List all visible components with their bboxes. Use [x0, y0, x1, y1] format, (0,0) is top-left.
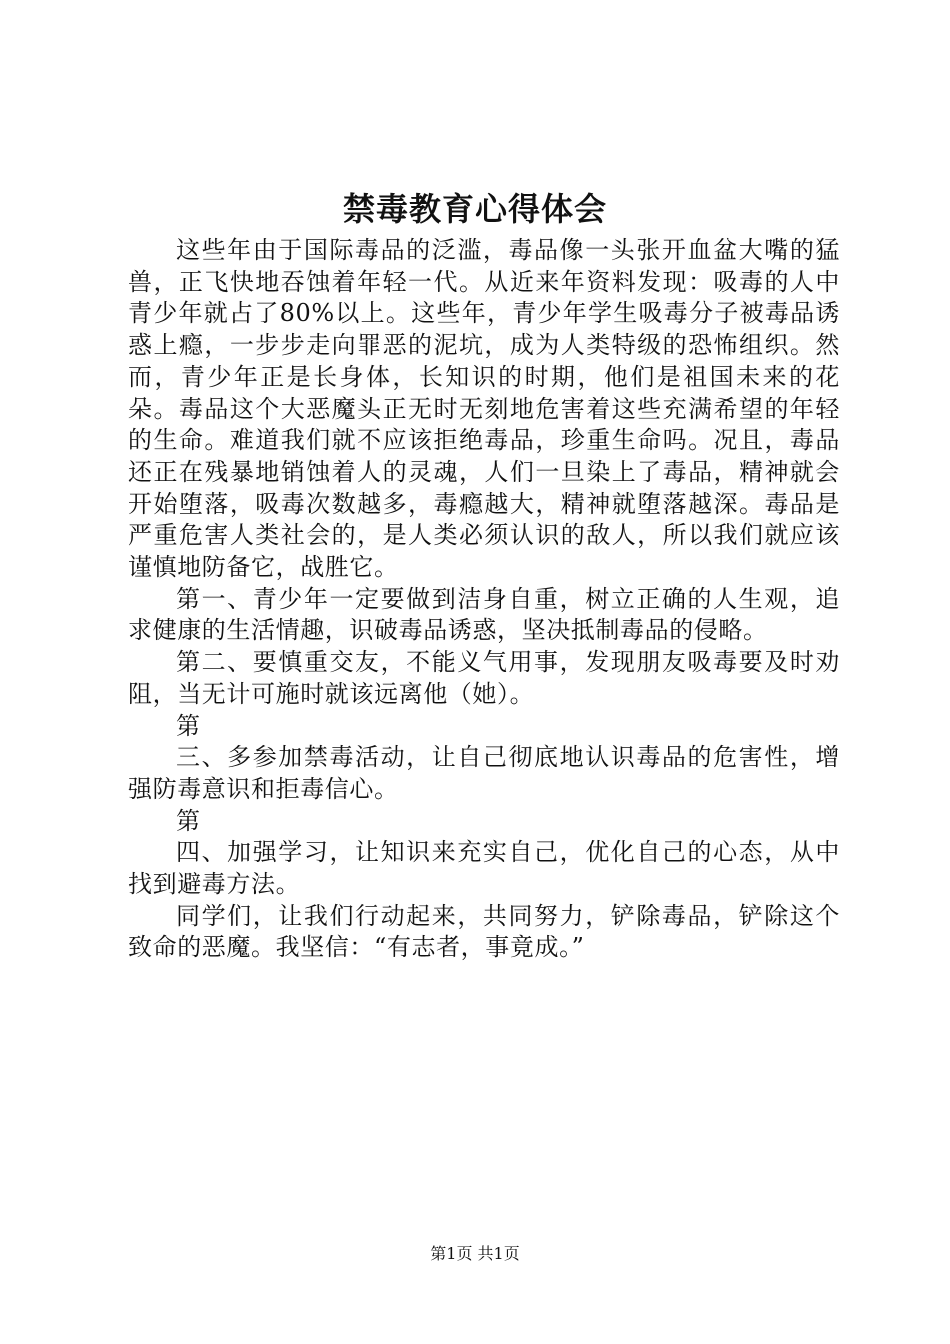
paragraph-conclusion: 同学们，让我们行动起来，共同努力，铲除毒品，铲除这个致命的恶魔。我坚信：“有志者，事竟成。”: [128, 901, 840, 962]
paragraph-point-three-prefix: 第: [176, 711, 201, 740]
document-title: 禁毒教育心得体会: [342, 190, 607, 228]
page-footer: 第1页 共1页: [430, 1244, 520, 1263]
document-body: [128, 235, 840, 964]
paragraph-point-four: 四、加强学习，让知识来充实自己，优化自己的心态，从中找到避毒方法。: [128, 838, 840, 899]
paragraph-point-three: 三、多参加禁毒活动，让自己彻底地认识毒品的危害性，增强防毒意识和拒毒信心。: [128, 743, 840, 803]
paragraph-point-one: 第一、青少年一定要做到洁身自重，树立正确的人生观，追求健康的生活情趣，识破毒品诱惑，坚决抵制毒品的侵略。: [128, 584, 840, 645]
paragraph-point-two: 第二、要慎重交友，不能义气用事，发现朋友吸毒要及时劝阻，当无计可施时就该远离他（她）。: [128, 648, 840, 708]
paragraph-point-four-prefix: 第: [176, 806, 201, 835]
paragraph-intro: 这些年由于国际毒品的泛滥，毒品像一头张开血盆大嘴的猛兽，正飞快地吞蚀着年轻一代。从近来年资料发现：吸毒的人中青少年就占了80%以上。这些年，青少年学生吸毒分子被毒品诱惑上瘾，一步步走向罪恶的泥坑，成为人类特级的恐怖组织。然而，青少年正是长身体，长知识的时期，他们是祖国未来的花朵。毒品这个大恶魔头正无时无刻地危害着这些充满希望的年轻的生命。难道我们就不应该拒绝毒品，珍重生命吗。况且，毒品还正在残暴地销蚀着人的灵魂，人们一旦染上了毒品，精神就会开始堕落，吸毒次数越多，毒瘾越大，精神就堕落越深。毒品是严重危害人类社会的，是人类必须认识的敌人，所以我们就应该谨慎地防备它，战胜它。: [128, 236, 840, 582]
